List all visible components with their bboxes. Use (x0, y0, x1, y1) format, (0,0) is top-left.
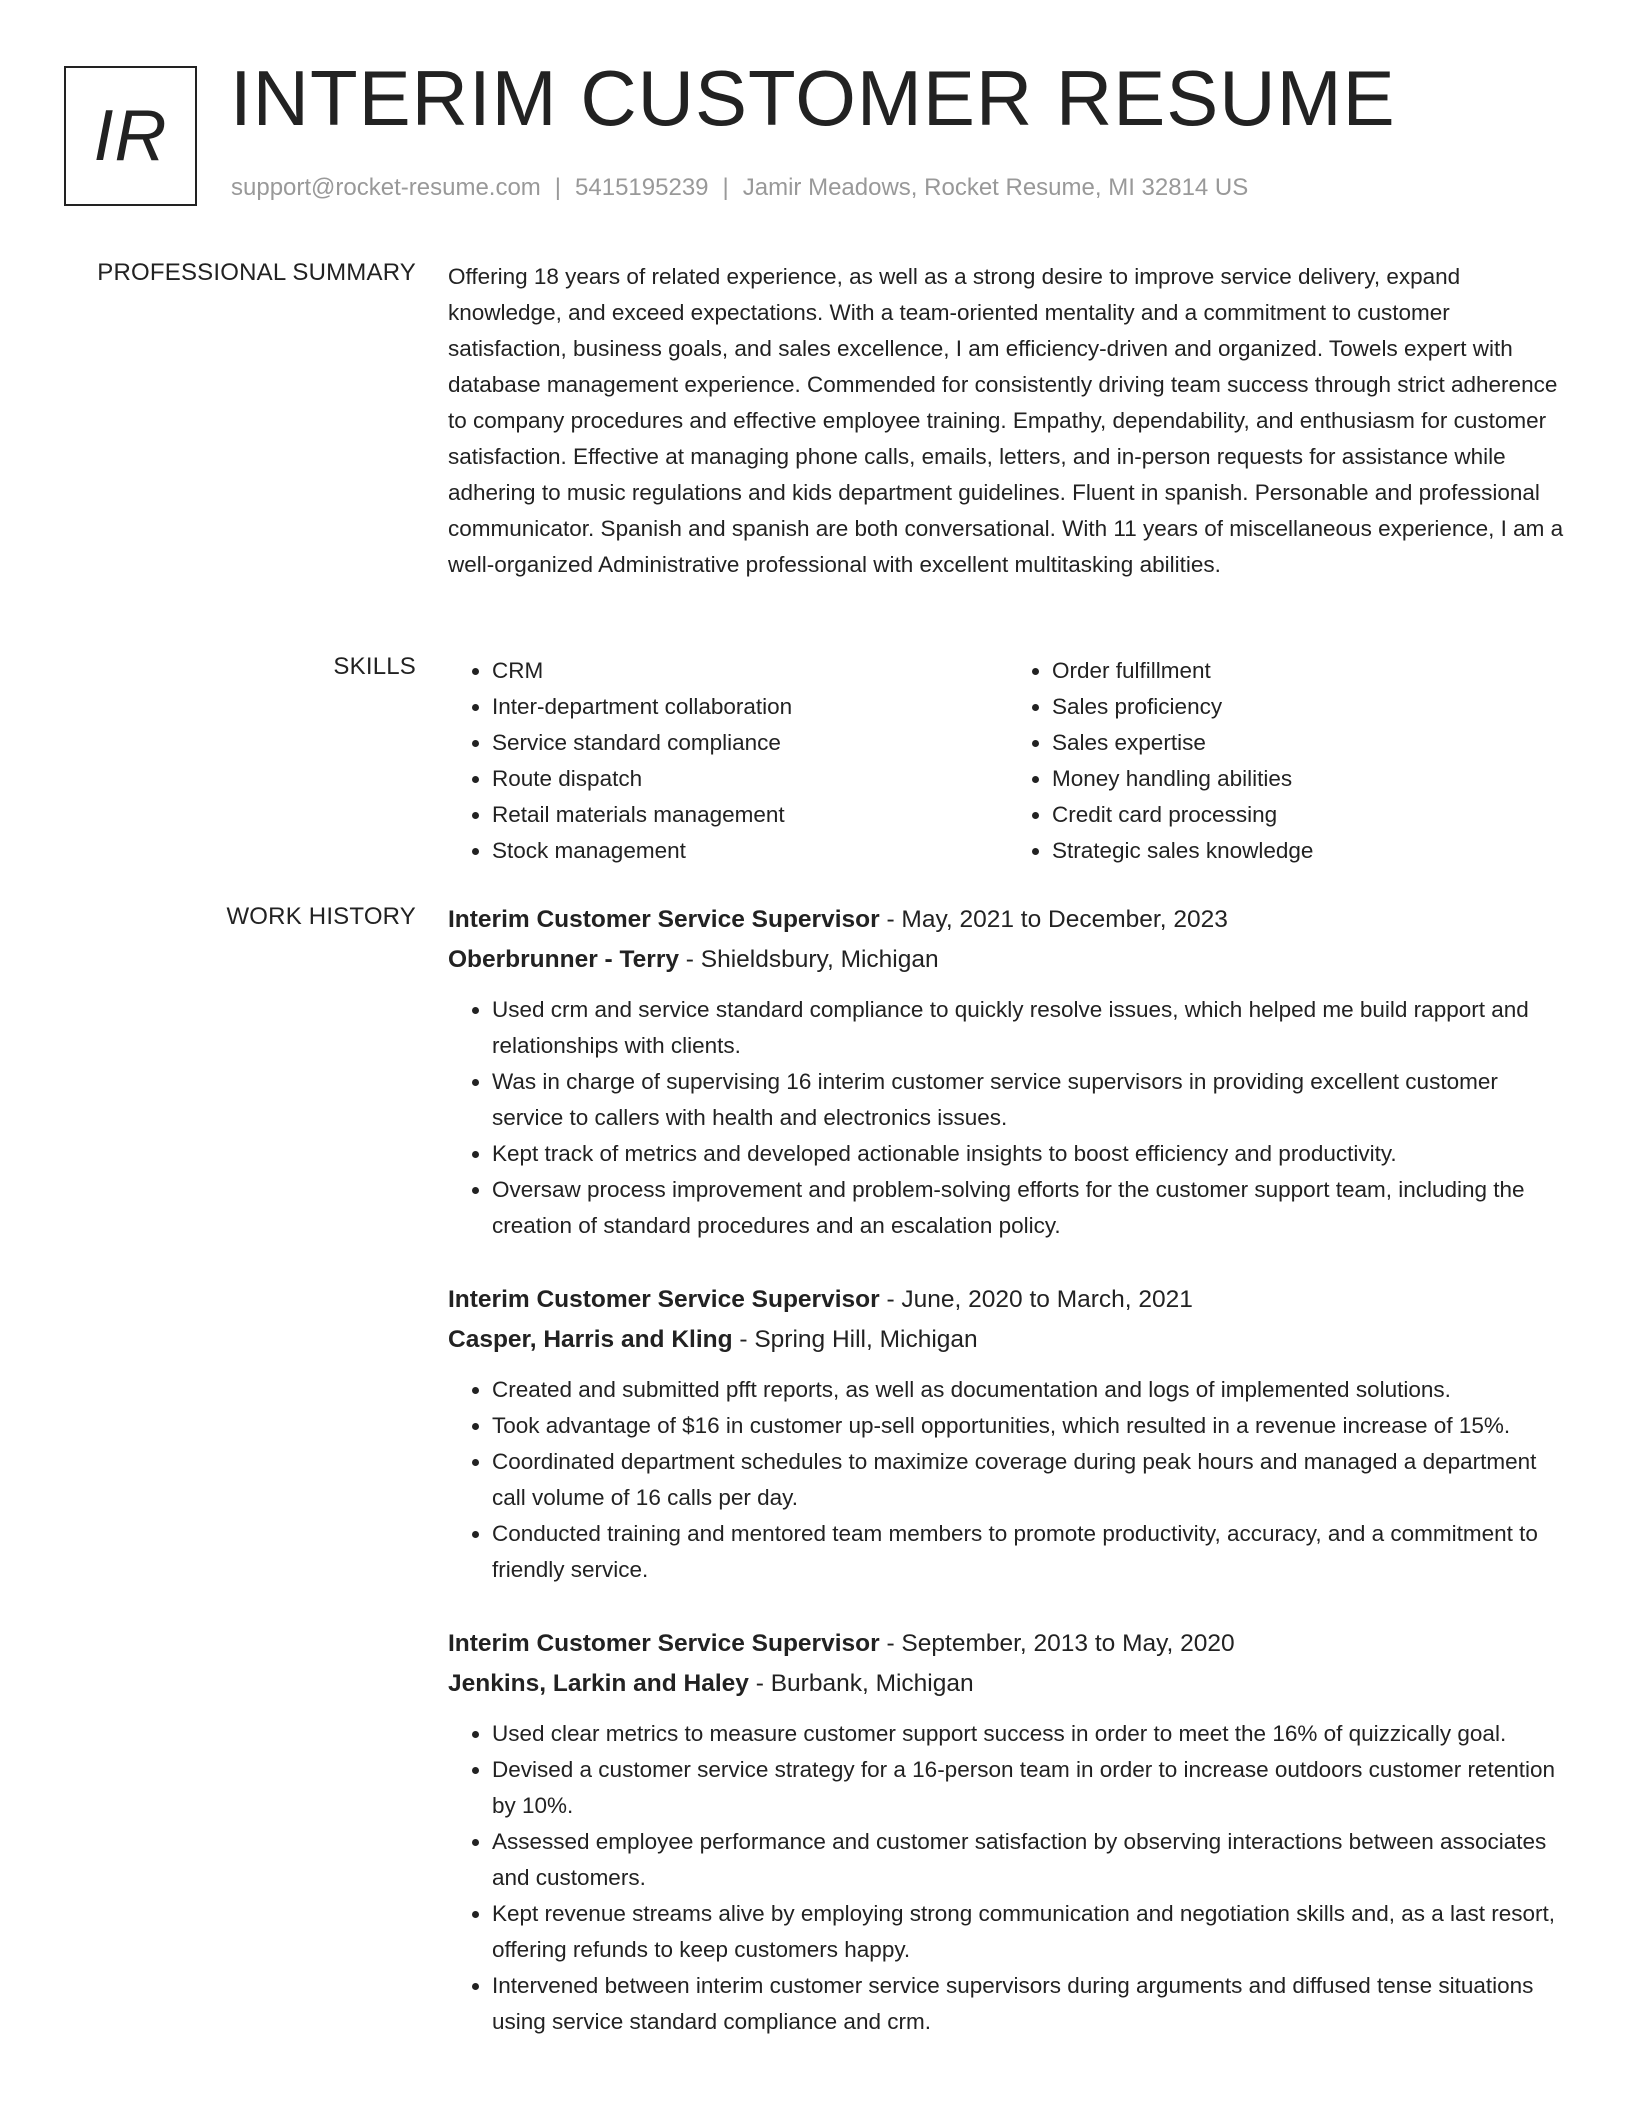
job-bullet-list (448, 1716, 1568, 2040)
job-title: Interim Customer Service Supervisor (448, 1630, 880, 1657)
contact-line (231, 174, 1248, 202)
job-bullet: • Was in charge of supervising 16 interim customer service supervisors in providing excellent customer service to callers with health and electronics issues. (492, 1064, 1568, 1136)
work-history-heading: WORK HISTORY (226, 903, 416, 930)
job-title: Interim Customer Service Supervisor (448, 1286, 880, 1313)
job-bullet-list (448, 992, 1568, 1244)
skill-item: • Order fulfillment (1052, 653, 1568, 689)
skills-list-right (1008, 653, 1568, 869)
job-location: - Shieldsbury, Michigan (678, 946, 939, 973)
skills-section (448, 653, 1568, 869)
skills-heading: SKILLS (333, 653, 416, 680)
job-bullet: • Conducted training and mentored team members to promote productivity, accuracy, and a commitment to friendly service. (492, 1516, 1568, 1588)
job-entry (448, 1280, 1568, 1588)
skill-item: • CRM (492, 653, 1008, 689)
skill-item: • Credit card processing (1052, 797, 1568, 833)
job-title-line (448, 900, 1568, 940)
job-bullet: • Assessed employee performance and customer satisfaction by observing interactions between associates and customers. (492, 1824, 1568, 1896)
summary-text: Offering 18 years of related experience, as well as a strong desire to improve service delivery, expand knowledge, and exceed expectations. With a team-oriented mentality and a commitment to customer satisfaction, business goals, and sales excellence, I am efficiency-driven and organized. Towels expert with database management experience. Commended for consistently driving team success through strict adherence to company procedures and effective employee training. Empathy, dependability, and enthusiasm for customer satisfaction. Effective at managing phone calls, emails, letters, and in-person requests for assistance while adhering to music regulations and kids department guidelines. Fluent in spanish. Personable and professional communicator. Spanish and spanish are both conversational. With 11 years of miscellaneous experience, I am a well-organized Administrative professional with excellent multitasking abilities. (448, 264, 1564, 577)
skill-item: • Inter-department collaboration (492, 689, 1008, 725)
job-company-line (448, 1664, 1568, 1704)
skill-item: • Sales expertise (1052, 725, 1568, 761)
job-location: - Burbank, Michigan (748, 1670, 974, 1697)
job-dates: - September, 2013 to May, 2020 (879, 1630, 1235, 1657)
contact-separator: | (722, 174, 729, 201)
job-entry (448, 1624, 1568, 2040)
skill-item: • Route dispatch (492, 761, 1008, 797)
job-location: - Spring Hill, Michigan (732, 1326, 978, 1353)
summary-section (448, 259, 1568, 583)
job-company: Casper, Harris and Kling (448, 1326, 733, 1353)
job-bullet: • Devised a customer service strategy for a 16-person team in order to increase outdoors customer retention by 10%. (492, 1752, 1568, 1824)
skills-list-left (448, 653, 1008, 869)
monogram-text: IR (93, 96, 168, 176)
job-company: Oberbrunner - Terry (448, 946, 679, 973)
monogram-logo (64, 66, 197, 206)
resume-title: INTERIM CUSTOMER RESUME (230, 54, 1396, 142)
contact-email: support@rocket-resume.com (231, 174, 541, 201)
skill-item: • Stock management (492, 833, 1008, 869)
job-title-line (448, 1624, 1568, 1664)
job-dates: - May, 2021 to December, 2023 (879, 906, 1228, 933)
job-title: Interim Customer Service Supervisor (448, 906, 880, 933)
job-company: Jenkins, Larkin and Haley (448, 1670, 749, 1697)
skill-item: • Sales proficiency (1052, 689, 1568, 725)
skill-item: • Money handling abilities (1052, 761, 1568, 797)
job-bullet: • Kept revenue streams alive by employing strong communication and negotiation skills and, as a last resort, offering refunds to keep customers happy. (492, 1896, 1568, 1968)
job-bullet: • Coordinated department schedules to maximize coverage during peak hours and managed a department call volume of 16 calls per day. (492, 1444, 1568, 1516)
work-history-section (448, 900, 1568, 2076)
skill-item: • Retail materials management (492, 797, 1008, 833)
skill-item: • Strategic sales knowledge (1052, 833, 1568, 869)
job-company-line (448, 940, 1568, 980)
summary-heading: PROFESSIONAL SUMMARY (97, 259, 416, 286)
job-bullet: • Created and submitted pfft reports, as well as documentation and logs of implemented solutions. (492, 1372, 1568, 1408)
job-dates: - June, 2020 to March, 2021 (879, 1286, 1193, 1313)
job-bullet: • Kept track of metrics and developed actionable insights to boost efficiency and productivity. (492, 1136, 1568, 1172)
job-entry (448, 900, 1568, 1244)
job-title-line (448, 1280, 1568, 1320)
job-bullet: • Used clear metrics to measure customer support success in order to meet the 16% of quizzically goal. (492, 1716, 1568, 1752)
contact-separator: | (554, 174, 562, 201)
job-bullet: • Intervened between interim customer service supervisors during arguments and diffused tense situations using service standard compliance and crm. (492, 1968, 1568, 2040)
job-bullet: • Oversaw process improvement and problem-solving efforts for the customer support team, including the creation of standard procedures and an escalation policy. (492, 1172, 1568, 1244)
job-bullet: • Used crm and service standard compliance to quickly resolve issues, which helped me build rapport and relationships with clients. (492, 992, 1568, 1064)
job-bullet: • Took advantage of $16 in customer up-sell opportunities, which resulted in a revenue increase of 15%. (492, 1408, 1568, 1444)
contact-address: Jamir Meadows, Rocket Resume, MI 32814 US (742, 174, 1249, 201)
job-company-line (448, 1320, 1568, 1360)
contact-phone: 5415195239 (575, 174, 709, 201)
skill-item: • Service standard compliance (492, 725, 1008, 761)
job-bullet-list (448, 1372, 1568, 1588)
